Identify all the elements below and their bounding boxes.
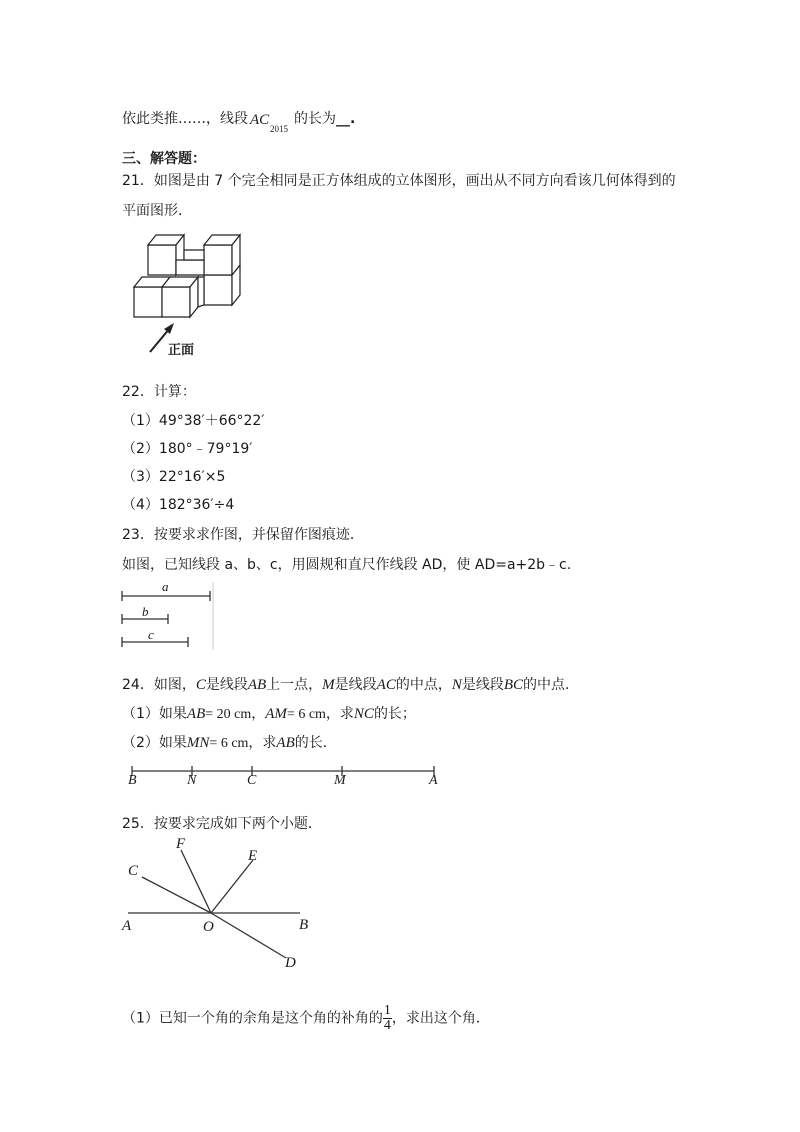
q23-desc: 如图，已知线段 a、b、c，用圆规和直尺作线段 AD，使 AD=a+2b﹣c.: [122, 557, 572, 573]
q25-part1: （1）已知一个角的余角是这个角的补角的 $\frac{1}{4}$ ，求出这个角．: [122, 1003, 490, 1033]
q22-item-2: （2）180°﹣79°19′: [122, 441, 253, 457]
answer-blank: __: [336, 111, 350, 127]
q24-part2: （2）如果MN= 6 cm，求AB的长．: [122, 735, 337, 751]
fraction-one-quarter: $\frac{1}{4}$: [383, 1003, 391, 1033]
segment-b-label: b: [142, 604, 149, 619]
q22-item-4: （4）182°36′÷4: [122, 497, 235, 513]
section-title: 三、解答题：: [122, 151, 206, 167]
q25-angle-figure: [128, 850, 300, 958]
point-c: C: [247, 773, 257, 788]
point-b: B: [128, 773, 137, 788]
q20-suffix: 的长为: [294, 111, 336, 127]
label-c: C: [128, 863, 139, 879]
q21-line2: 平面图形.: [122, 203, 183, 219]
q23-title: 23．按要求求作图，并保留作图痕迹．: [122, 527, 364, 543]
segment-ac: AC: [250, 112, 270, 128]
label-a: A: [122, 918, 132, 934]
label-d: D: [285, 955, 296, 971]
q24-title: 24．如图，C是线段AB上一点，M是线段AC的中点，N是线段BC的中点．: [122, 677, 580, 693]
q22-item-3: （3）22°16′×5: [122, 469, 226, 485]
cube-figure: [134, 235, 240, 317]
segment-a-label: a: [162, 579, 169, 594]
point-n: N: [187, 773, 197, 788]
segment-c-label: c: [148, 627, 154, 642]
point-m: M: [334, 773, 346, 788]
front-label: 正面: [168, 343, 195, 358]
label-b: B: [299, 917, 309, 933]
segment-subscript: 2015: [270, 124, 288, 134]
q22-title: 22．计算：: [122, 384, 196, 400]
q20-prefix: 依此类推……，线段: [122, 111, 248, 127]
label-o: O: [203, 919, 214, 935]
label-e: E: [248, 848, 258, 864]
label-f: F: [176, 836, 186, 852]
q22-item-1: （1）49°38′＋66°22′: [122, 413, 265, 429]
q24-part1: （1）如果AB= 20 cm，AM= 6 cm，求NC的长；: [122, 706, 416, 722]
q20-period: .: [350, 111, 356, 127]
q24-line-figure: [132, 766, 434, 776]
point-a: A: [429, 773, 438, 788]
q21-line1: 21．如图是由 7 个完全相同是正方体组成的立体图形，画出从不同方向看该几何体得到的: [122, 173, 676, 189]
q25-title: 25．按要求完成如下两个小题．: [122, 816, 322, 832]
